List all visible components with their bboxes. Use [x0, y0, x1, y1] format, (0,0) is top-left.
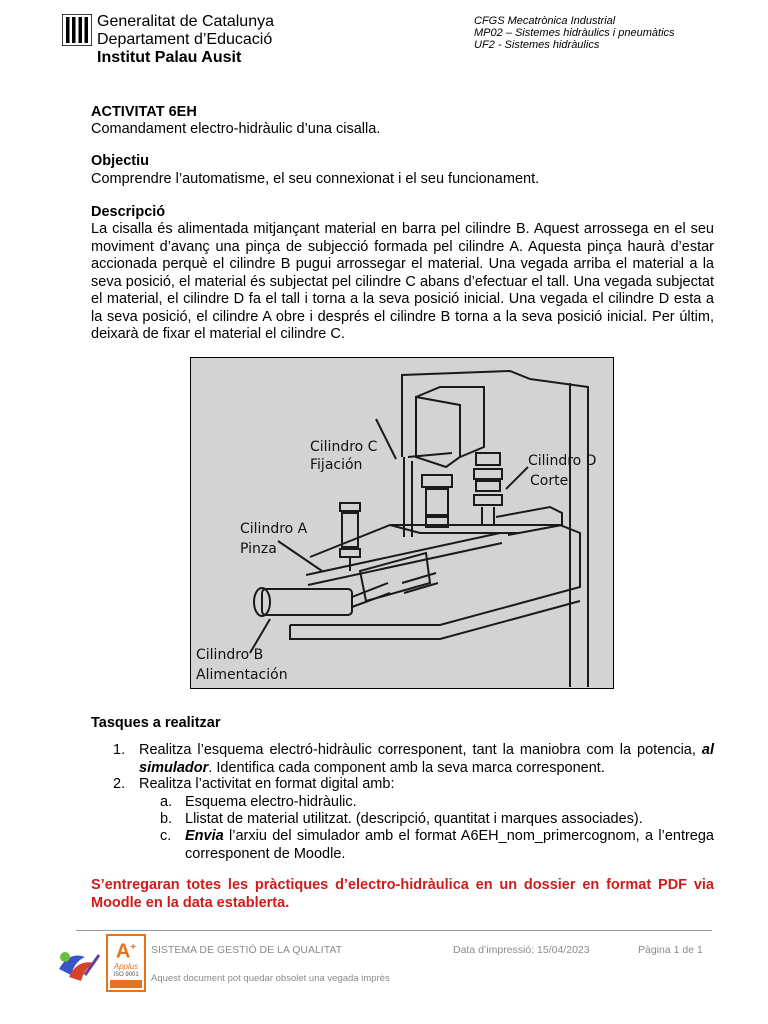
quality-logo-icon: [55, 945, 103, 983]
task-1: [139, 742, 714, 777]
delivery-notice: S’entregaran totes les pràctiques d’electro-hidràulica en un dossier en format PDF via Moodle en la data establerta.: [91, 877, 714, 911]
subtask-c: [185, 828, 714, 863]
institute-name: Institut Palau Ausit: [97, 49, 242, 66]
label-cylinder-c-1: Cilindro C: [310, 439, 378, 455]
label-cylinder-d-2: Corte: [530, 473, 569, 489]
task-1-text: Realitza l’esquema electró-hidràulic corresponent, tant la maniobra com la potencia,: [139, 742, 696, 758]
module-name: MP02 – Sistemes hidràulics i pneumàtics: [474, 27, 675, 39]
subtask-b-letter: b.: [160, 811, 173, 827]
tasks-heading: Tasques a realitzar: [91, 715, 221, 731]
generalitat-logo-icon: [62, 14, 92, 46]
print-date: Data d’impressió: 15/04/2023: [453, 944, 590, 956]
page-number: Pàgina 1 de 1: [638, 944, 703, 956]
label-cylinder-b-1: Cilindro B: [196, 647, 264, 663]
label-cylinder-b-2: Alimentación: [196, 667, 288, 683]
unit-name: UF2 - Sistemes hidràulics: [474, 39, 600, 51]
task-1-number: 1.: [113, 742, 126, 758]
cert-brand: Applus: [113, 961, 139, 971]
label-cylinder-a-1: Cilindro A: [240, 521, 308, 537]
description-text: La cisalla és alimentada mitjançant material en barra pel cilindre B. Aquest arrossega en el seu moviment d’avanç una pinça de subjecció formada pel cilindre A. Aquesta pinça haurà d’estar accionada perquè el cilindre B pugui arrossegar el material. Una vegada arriba el material a la seva posició, el material és subjectat pel cilindre C abans d’efectuar el tall. Una vegada subjectat el material, el cilindre D fa el tall i torna a la seva posició inicial. Una vegada el cilindre D esta a la seva posició, el cilindre A obre i després el cilindre B torna a la seva posició inicial. Per últim, deixarà de fixar el material el cilindre C.: [91, 221, 714, 342]
activity-subtitle: Comandament electro-hidràulic d’una cisalla.: [91, 121, 381, 137]
obsolete-note: Aquest document pot quedar obsolet una vegada imprès: [151, 973, 390, 984]
cert-band: [110, 980, 142, 988]
subtask-b-text: Llistat de material utilitzat. (descripció, quantitat i marques associades).: [185, 811, 643, 827]
task-1-rest: . Identifica cada component amb la seva marca corresponent.: [208, 759, 605, 776]
quality-system-label: SISTEMA DE GESTIÓ DE LA QUALITAT: [151, 944, 342, 956]
objective-heading: Objectiu: [91, 153, 150, 169]
subtask-c-emphasis: Envia: [185, 828, 224, 844]
subtask-a-letter: a.: [160, 794, 173, 810]
label-cylinder-d-1: Cilindro D: [528, 453, 597, 469]
objective-text: Comprendre l’automatisme, el seu connexionat i el seu funcionament.: [91, 171, 540, 187]
label-cylinder-a-2: Pinza: [240, 541, 277, 557]
activity-title: ACTIVITAT 6EH: [91, 104, 197, 120]
subtask-c-text: l’arxiu del simulador amb el format A6EH_nom_primercognom, a l’entrega corresponent de Moodle.: [185, 828, 714, 862]
org-name-line1: Generalitat de Catalunya: [97, 13, 274, 30]
subtask-c-letter: c.: [160, 828, 172, 844]
org-name-line2: Departament d’Educació: [97, 31, 273, 48]
description-heading: Descripció: [91, 204, 166, 220]
subtask-a-text: Esquema electro-hidràulic.: [185, 794, 357, 810]
task-2-text: Realitza l’activitat en format digital amb:: [139, 776, 395, 792]
label-cylinder-c-2: Fijación: [310, 457, 363, 473]
course-name: CFGS Mecatrònica Industrial: [474, 15, 616, 27]
cert-iso: ISO 9001: [113, 971, 139, 978]
certification-badge: [106, 934, 146, 992]
cert-grade: A: [115, 940, 131, 963]
shear-machine-diagram: [190, 357, 614, 689]
task-1-emphasis: al simulador: [139, 742, 714, 776]
footer-divider: [76, 930, 712, 931]
task-2-number: 2.: [113, 776, 126, 792]
cert-plus: +: [130, 942, 137, 953]
